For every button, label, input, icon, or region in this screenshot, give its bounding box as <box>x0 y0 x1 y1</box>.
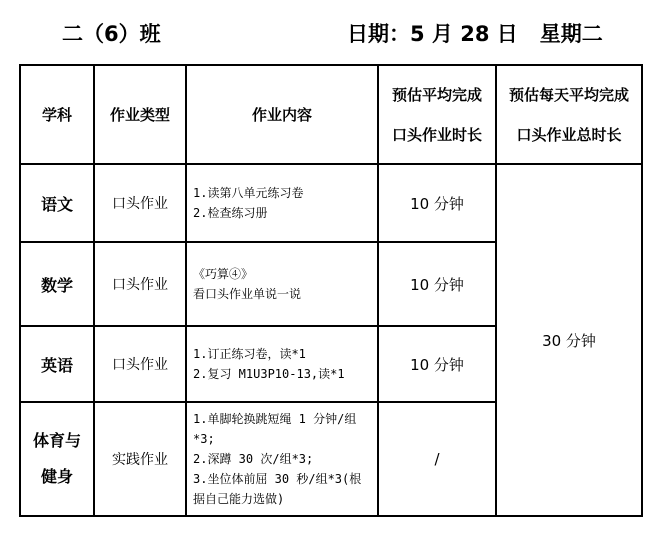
table-row <box>20 164 642 242</box>
subject-cell: 英语 <box>20 326 94 402</box>
content-cell: 1.订正练习卷，读*1 2.复习 M1U3P10-13,读*1 <box>186 326 378 402</box>
col-header-type: 作业类型 <box>94 65 186 164</box>
content-cell: 1.读第八单元练习卷 2.检查练习册 <box>186 164 378 242</box>
duration-cell: / <box>378 402 496 516</box>
col-header-content: 作业内容 <box>186 65 378 164</box>
subject-cell: 体育与 健身 <box>20 402 94 516</box>
total-duration-cell: 30 分钟 <box>496 164 642 516</box>
type-cell: 实践作业 <box>94 402 186 516</box>
type-cell: 口头作业 <box>94 164 186 242</box>
content-cell: 《巧算④》 看口头作业单说一说 <box>186 242 378 326</box>
table-header-row <box>20 65 642 164</box>
class-title: 二（6）班 <box>62 22 161 46</box>
col-header-subject: 学科 <box>20 65 94 164</box>
subject-cell: 数学 <box>20 242 94 326</box>
subject-cell: 语文 <box>20 164 94 242</box>
duration-cell: 10 分钟 <box>378 164 496 242</box>
col-header-avg-duration: 预估平均完成 口头作业时长 <box>378 65 496 164</box>
type-cell: 口头作业 <box>94 242 186 326</box>
type-cell: 口头作业 <box>94 326 186 402</box>
duration-cell: 10 分钟 <box>378 326 496 402</box>
col-header-total-duration: 预估每天平均完成 口头作业总时长 <box>496 65 642 164</box>
homework-table <box>19 64 643 517</box>
date-line: 日期：5 月 28 日 星期二 <box>347 22 603 46</box>
content-cell: 1.单脚轮换跳短绳 1 分钟/组 *3; 2.深蹲 30 次/组*3; 3.坐位体前屈 30 秒/组*3(根 据自己能力选做) <box>186 402 378 516</box>
duration-cell: 10 分钟 <box>378 242 496 326</box>
